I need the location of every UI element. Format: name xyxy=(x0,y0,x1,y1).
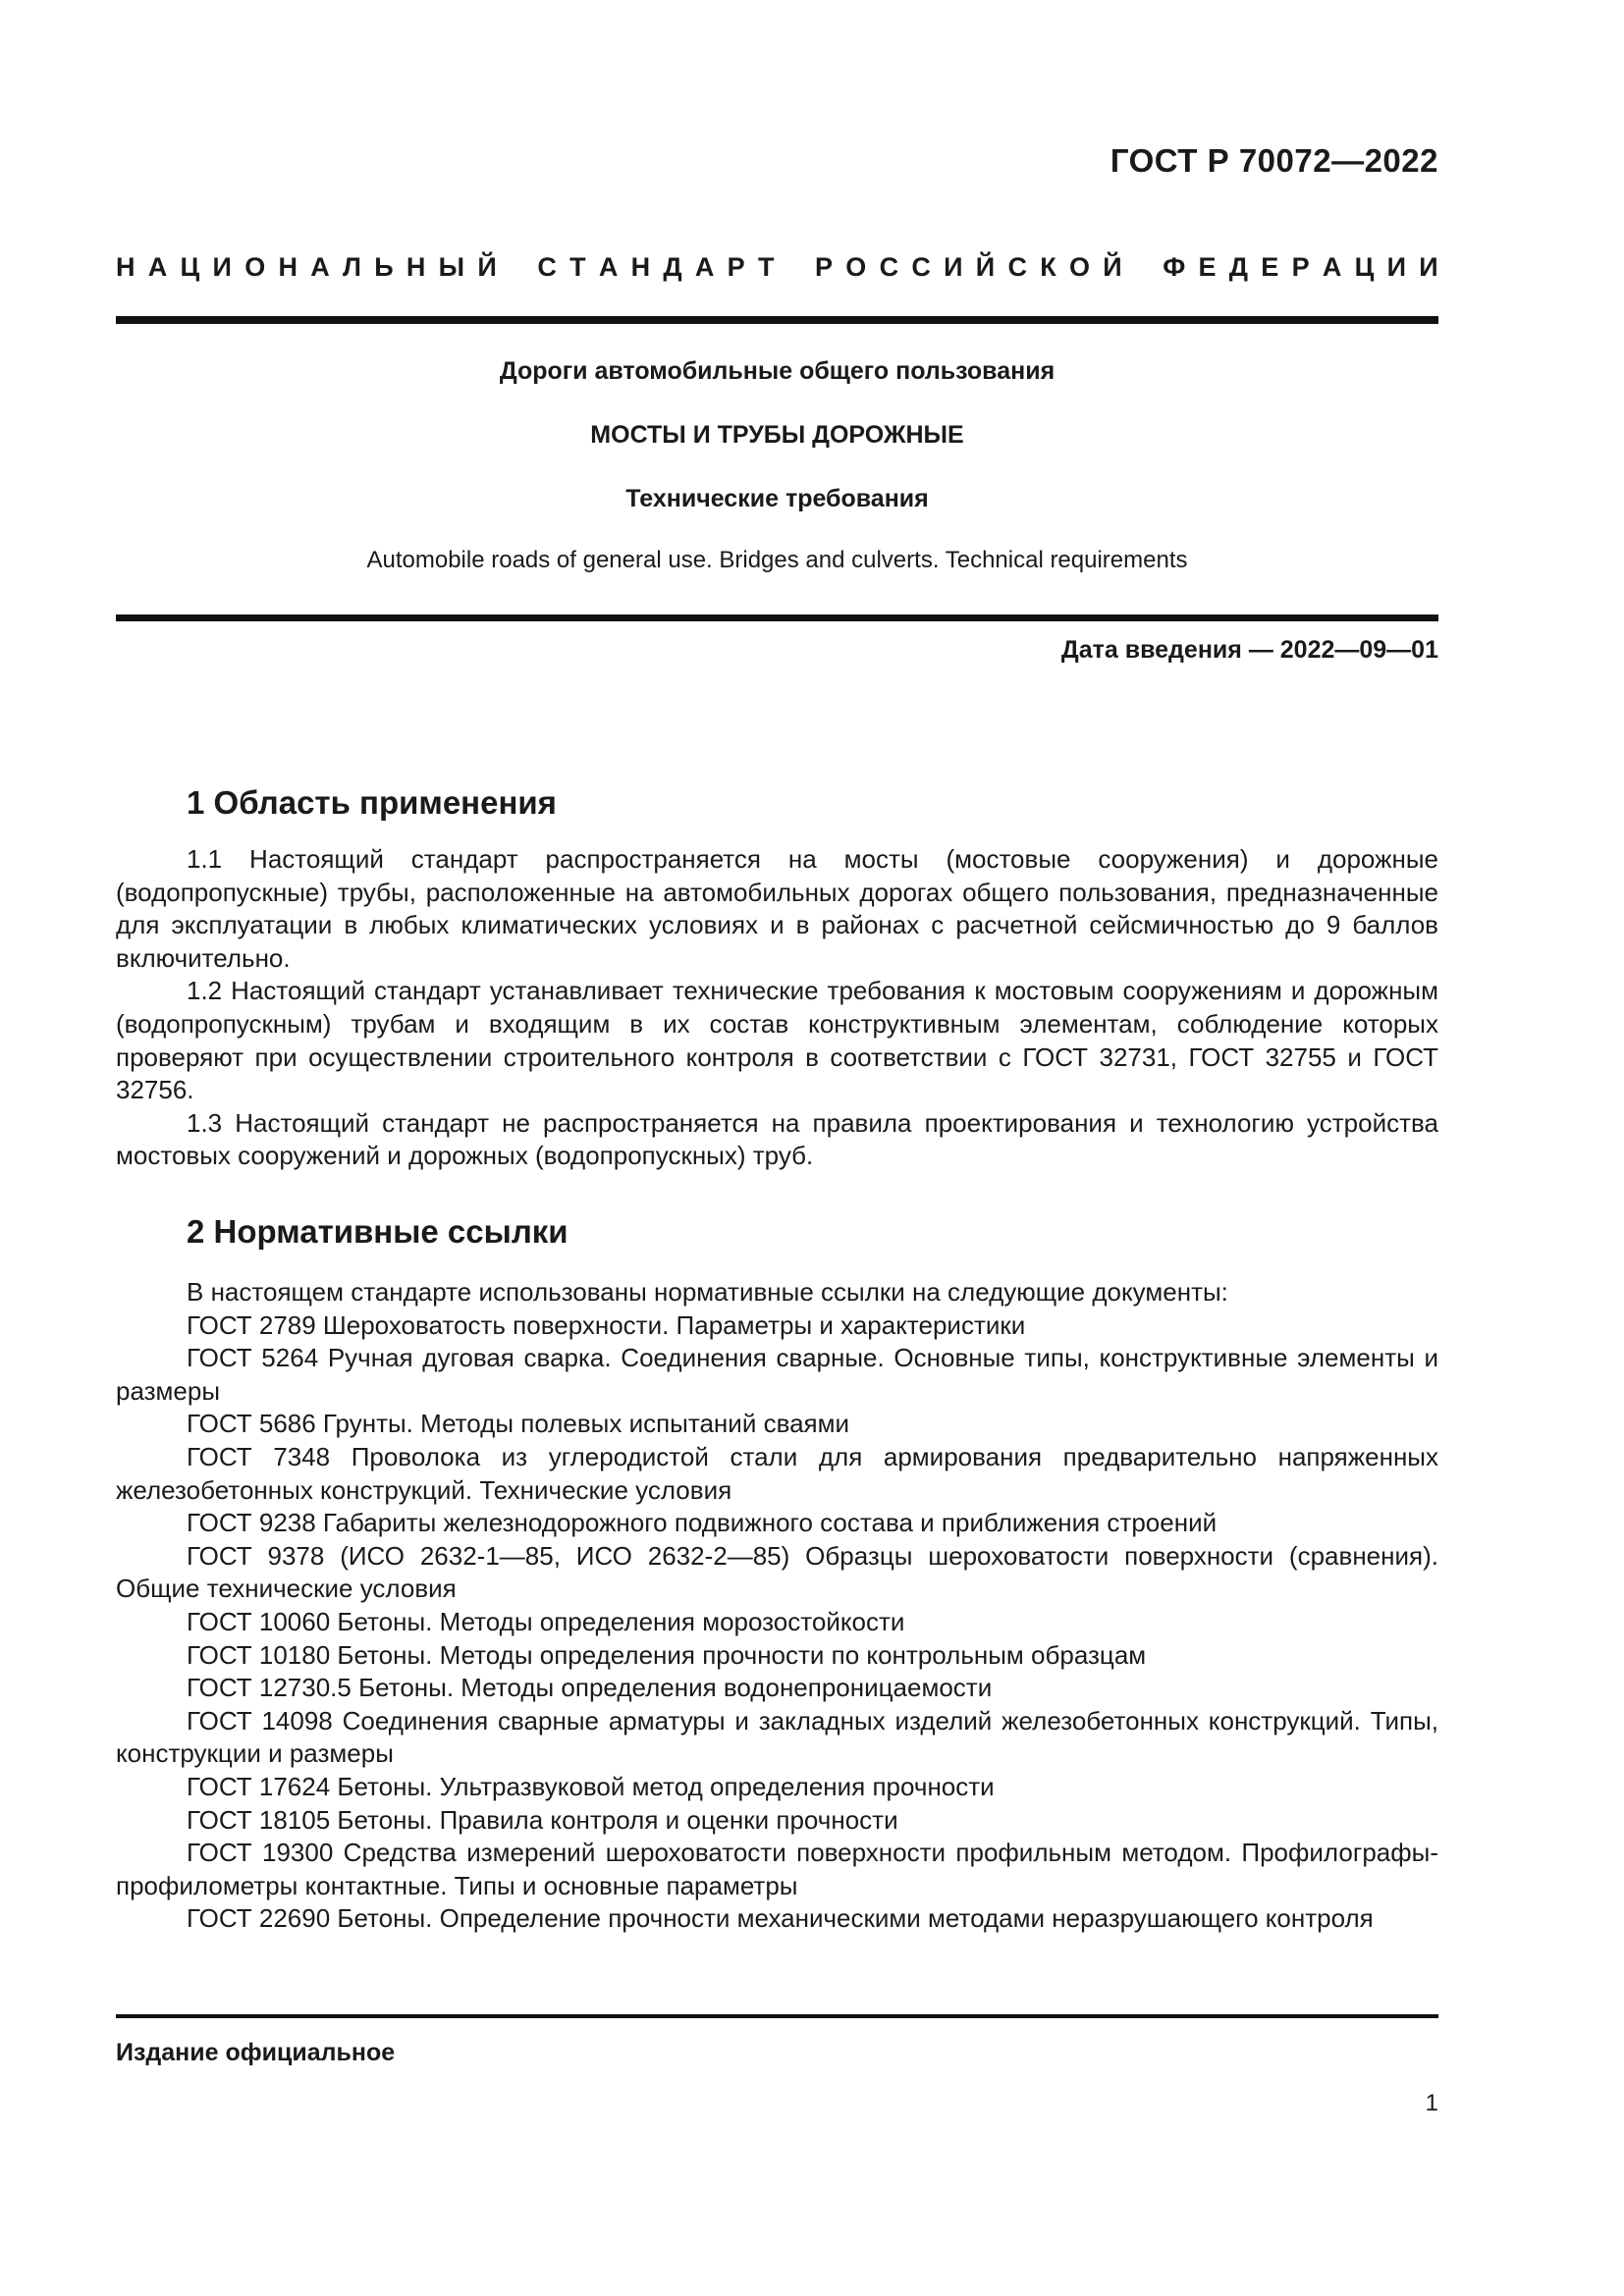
footer-divider xyxy=(116,2014,1438,2018)
title-letter: О xyxy=(244,252,266,282)
title-letter: К xyxy=(1040,252,1056,282)
document-title-line1: Дороги автомобильные общего пользования xyxy=(499,357,1056,385)
title-letter: Т xyxy=(569,252,586,282)
reference-item: ГОСТ 10060 Бетоны. Методы определения морозостойкости xyxy=(187,1606,905,1636)
section-2-body xyxy=(116,1276,1438,1936)
paragraph: 1.1 Настоящий стандарт распространяется на мосты (мостовые сооружения) и дорожные (водопропускные) трубы, расположенные на автомобильных дорогах общего пользования, предназначенные для эксплуатации в любых климатических условиях и в районах с расчетной сейсмичностью до 9 баллов включительно. xyxy=(116,844,1438,973)
reference-item: ГОСТ 5264 Ручная дуговая сварка. Соединения сварные. Основные типы, конструктивные элементы и размеры xyxy=(116,1343,1438,1406)
national-standard-title xyxy=(116,252,1438,283)
title-letter: И xyxy=(944,252,963,282)
title-letter: Ц xyxy=(1354,252,1375,282)
title-letter: Й xyxy=(1103,252,1122,282)
paragraph: 1.3 Настоящий стандарт не распространяется на правила проектирования и технологию устройства мостовых сооружений и дорожных (водопропускных) труб. xyxy=(116,1107,1438,1171)
title-letter: Ф xyxy=(1163,252,1186,282)
paragraph: В настоящем стандарте использованы нормативные ссылки на следующие документы: xyxy=(187,1277,1228,1307)
title-letter: Р xyxy=(727,252,745,282)
document-title-main: МОСТЫ И ТРУБЫ ДОРОЖНЫЕ xyxy=(590,421,964,449)
title-word-gap xyxy=(510,252,524,283)
title-letter: Н xyxy=(630,252,651,282)
title-word-gap xyxy=(1135,252,1150,283)
title-divider xyxy=(116,614,1438,621)
title-letter: Р xyxy=(815,252,834,282)
reference-item: ГОСТ 12730.5 Бетоны. Методы определения водонепроницаемости xyxy=(187,1673,993,1703)
title-letter: Е xyxy=(1261,252,1279,282)
title-letter: Й xyxy=(477,252,497,282)
title-letter: Л xyxy=(343,252,361,282)
title-letter: О xyxy=(1068,252,1090,282)
title-letter: С xyxy=(537,252,557,282)
reference-item: ГОСТ 5686 Грунты. Методы полевых испытаний сваями xyxy=(187,1409,850,1439)
section-1-heading: 1 Область применения xyxy=(187,784,557,821)
title-letter: И xyxy=(1386,252,1407,282)
title-letter: Т xyxy=(757,252,775,282)
title-letter: А xyxy=(147,252,168,282)
reference-item: ГОСТ 19300 Средства измерений шероховатости поверхности профильным методом. Профилографы-профилометры контактные. Типы и основные параметры xyxy=(116,1838,1438,1900)
title-letter: Н xyxy=(278,252,298,282)
reference-item: ГОСТ 2789 Шероховатость поверхности. Параметры и характеристики xyxy=(187,1309,1026,1340)
title-letter: С xyxy=(879,252,899,282)
title-letter: Д xyxy=(663,252,682,282)
title-letter: Й xyxy=(975,252,996,282)
paragraph: 1.2 Настоящий стандарт устанавливает технические требования к мостовым сооружениям и дорожным (водопропускным) трубам и входящим в их состав конструктивным элементам, соблюдение которых проверяют при осуществлении строительного контроля в соответствии с ГОСТ 32731, ГОСТ 32755 и ГОСТ 32756. xyxy=(116,976,1438,1105)
top-divider xyxy=(116,316,1438,324)
reference-item: ГОСТ 14098 Соединения сварные арматуры и закладных изделий железобетонных конструкций. Типы, конструкции и размеры xyxy=(116,1705,1438,1769)
title-letter: С xyxy=(1007,252,1027,282)
section-2-heading: 2 Нормативные ссылки xyxy=(187,1213,568,1250)
reference-item: ГОСТ 10180 Бетоны. Методы определения прочности по контрольным образцам xyxy=(187,1639,1147,1670)
english-title: Automobile roads of general use. Bridges and culverts. Technical requirements xyxy=(366,547,1188,573)
title-letter: А xyxy=(310,252,330,282)
title-letter: А xyxy=(598,252,619,282)
title-letter: И xyxy=(1419,252,1438,282)
reference-item: ГОСТ 7348 Проволока из углеродистой стали для армирования предварительно напряженных железобетонных конструкций. Технические условия xyxy=(116,1441,1438,1505)
official-edition-label: Издание официальное xyxy=(116,2039,396,2066)
title-word-gap xyxy=(787,252,802,283)
title-letter: Д xyxy=(1228,252,1249,282)
title-letter: Н xyxy=(116,252,135,282)
reference-item: ГОСТ 22690 Бетоны. Определение прочности механическими методами неразрушающего контроля xyxy=(187,1903,1374,1934)
title-letter: Р xyxy=(1291,252,1310,282)
title-letter: И xyxy=(212,252,232,282)
page-number: 1 xyxy=(1425,2090,1438,2116)
section-1-body xyxy=(116,843,1438,1173)
document-subtitle: Технические требования xyxy=(625,485,929,512)
title-letter: Е xyxy=(1198,252,1217,282)
standard-number: ГОСТ Р 70072—2022 xyxy=(1110,142,1438,179)
reference-item: ГОСТ 17624 Бетоны. Ультразвуковой метод определения прочности xyxy=(187,1771,995,1801)
introduction-date: Дата введения — 2022—09—01 xyxy=(1060,636,1438,664)
title-letter: Н xyxy=(406,252,426,282)
title-letter: Ь xyxy=(374,252,394,282)
reference-item: ГОСТ 9238 Габариты железнодорожного подвижного состава и приближения строений xyxy=(187,1508,1218,1538)
title-letter: С xyxy=(911,252,931,282)
reference-item: ГОСТ 9378 (ИСО 2632-1—85, ИСО 2632-2—85) Образцы шероховатости поверхности (сравнения). Общие технические условия xyxy=(116,1540,1438,1604)
title-letter: Ц xyxy=(180,252,200,282)
reference-item: ГОСТ 18105 Бетоны. Правила контроля и оценки прочности xyxy=(187,1804,898,1835)
title-letter: Ы xyxy=(438,252,465,282)
title-letter: А xyxy=(1322,252,1342,282)
title-letter: А xyxy=(694,252,715,282)
title-letter: О xyxy=(845,252,867,282)
